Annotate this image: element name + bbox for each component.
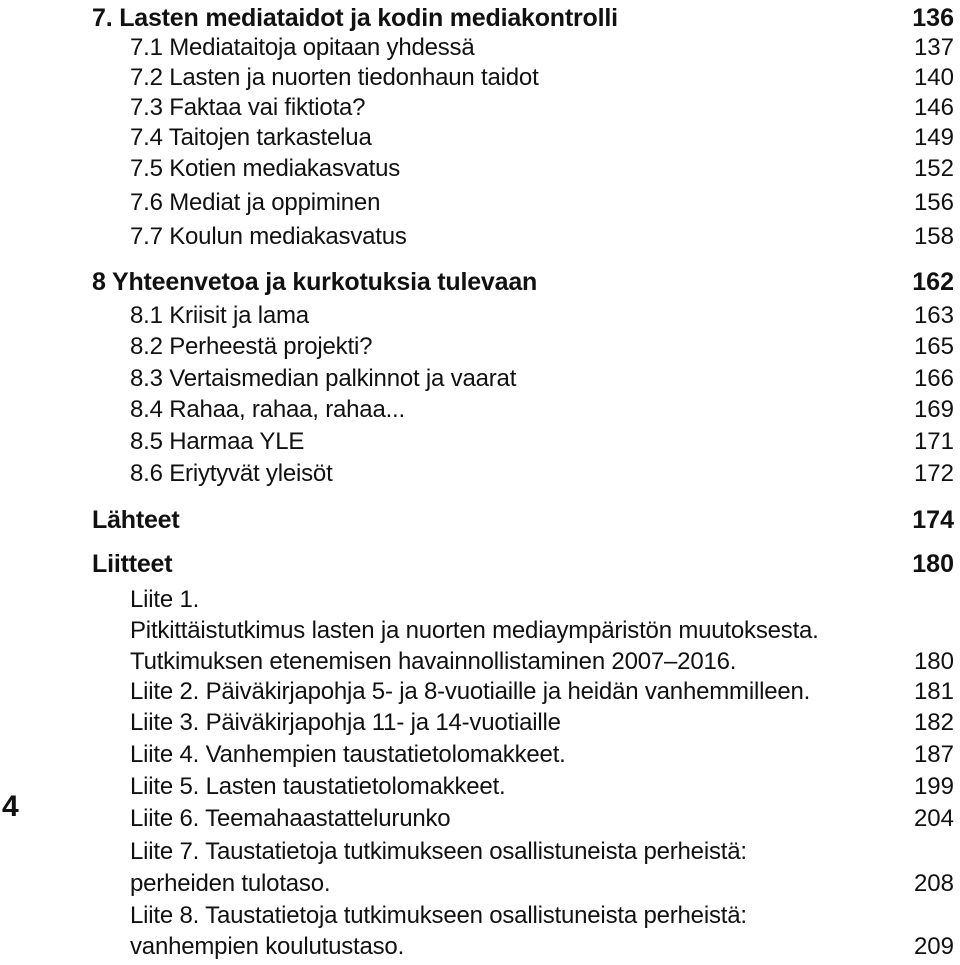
toc-appendix-line bbox=[130, 870, 954, 900]
toc-entry-title: 8.5 Harmaa YLE bbox=[130, 428, 305, 455]
toc-entry-page: 158 bbox=[913, 223, 954, 250]
toc-entry-page: 204 bbox=[913, 805, 954, 832]
toc-entry-page: 156 bbox=[913, 189, 954, 216]
toc-entry-page: 166 bbox=[913, 365, 954, 392]
toc-entry-page: 162 bbox=[912, 268, 954, 296]
toc-entry-page: 180 bbox=[913, 648, 954, 675]
toc-entry bbox=[130, 189, 954, 219]
toc-entry-title: Liite 2. Päiväkirjapohja 5- ja 8-vuotiaille ja heidän vanhemmilleen. bbox=[130, 678, 811, 705]
toc-entry-page: 174 bbox=[912, 506, 954, 534]
toc-appendix-line bbox=[130, 838, 954, 868]
toc-appendix-line bbox=[130, 741, 954, 771]
toc-entry-title: vanhempien koulutustaso. bbox=[130, 933, 405, 960]
toc-entry bbox=[130, 333, 954, 363]
toc-entry-title: Liite 1. bbox=[130, 586, 200, 613]
toc-entry bbox=[130, 124, 954, 154]
toc-entry-page: 208 bbox=[913, 870, 954, 897]
toc-entry-title: Liite 4. Vanhempien taustatietolomakkeet. bbox=[130, 741, 566, 768]
toc-entry-page: 199 bbox=[913, 773, 954, 800]
toc-section-lahteet bbox=[92, 506, 954, 536]
toc-appendix-line bbox=[130, 678, 954, 708]
toc-entry-title: Lähteet bbox=[92, 506, 180, 534]
toc-entry-title: perheiden tulotaso. bbox=[130, 870, 331, 897]
toc-entry-title: Pitkittäistutkimus lasten ja nuorten mediaympäristön muutoksesta. bbox=[130, 617, 819, 644]
toc-chapter-8 bbox=[92, 268, 954, 298]
toc-entry-page: 136 bbox=[912, 4, 954, 32]
toc-entry bbox=[130, 460, 954, 490]
toc-entry-page: 149 bbox=[913, 124, 954, 151]
toc-entry-page: 172 bbox=[913, 460, 954, 487]
toc-appendix-line bbox=[130, 902, 954, 932]
toc-entry-page: 165 bbox=[913, 333, 954, 360]
toc-entry-page: 182 bbox=[913, 709, 954, 736]
toc-entry-title: 8.4 Rahaa, rahaa, rahaa... bbox=[130, 396, 405, 423]
toc-appendix-line bbox=[130, 648, 954, 678]
toc-entry-title: 7.3 Faktaa vai fiktiota? bbox=[130, 94, 366, 121]
toc-appendix-line bbox=[130, 933, 954, 963]
toc-entry bbox=[130, 94, 954, 124]
toc-entry-title: 7.4 Taitojen tarkastelua bbox=[130, 124, 372, 151]
toc-entry-title: 8.3 Vertaismedian palkinnot ja vaarat bbox=[130, 365, 517, 392]
toc-entry-title: Liite 7. Taustatietoja tutkimukseen osallistuneista perheistä: bbox=[130, 838, 747, 865]
toc-entry-title: Liite 6. Teemahaastattelurunko bbox=[130, 805, 451, 832]
toc-appendix-line bbox=[130, 586, 954, 616]
toc-entry bbox=[130, 365, 954, 395]
toc-entry bbox=[130, 302, 954, 332]
toc-entry bbox=[130, 396, 954, 426]
toc-entry-title: Liite 3. Päiväkirjapohja 11- ja 14-vuotiaille bbox=[130, 709, 561, 736]
toc-entry bbox=[130, 155, 954, 185]
toc-entry-title: 7.1 Mediataitoja opitaan yhdessä bbox=[130, 34, 475, 61]
toc-appendix-line bbox=[130, 617, 954, 647]
toc-entry-title: 7. Lasten mediataidot ja kodin mediakontrolli bbox=[92, 4, 618, 32]
toc-entry-title: Liite 5. Lasten taustatietolomakkeet. bbox=[130, 773, 506, 800]
toc-entry-page: 181 bbox=[913, 678, 954, 705]
toc-appendix-line bbox=[130, 773, 954, 803]
toc-entry-page: 180 bbox=[912, 550, 954, 578]
toc-section-liitteet bbox=[92, 550, 954, 580]
toc-entry bbox=[130, 223, 954, 253]
toc-entry-page: 152 bbox=[913, 155, 954, 182]
toc-entry-page: 171 bbox=[913, 428, 954, 455]
toc-entry-title: Tutkimuksen etenemisen havainnollistaminen 2007–2016. bbox=[130, 648, 737, 675]
toc-entry-title: 8.1 Kriisit ja lama bbox=[130, 302, 309, 329]
toc-entry bbox=[130, 64, 954, 94]
toc-entry-title: 8.2 Perheestä projekti? bbox=[130, 333, 373, 360]
toc-entry-title: Liitteet bbox=[92, 550, 173, 578]
toc-chapter-7 bbox=[92, 4, 954, 34]
toc-entry-title: 8.6 Eriytyvät yleisöt bbox=[130, 460, 333, 487]
toc-entry-page: 137 bbox=[913, 34, 954, 61]
toc-entry-title: 7.7 Koulun mediakasvatus bbox=[130, 223, 407, 250]
toc-appendix-line bbox=[130, 805, 954, 835]
toc-entry-title: 7.6 Mediat ja oppiminen bbox=[130, 189, 381, 216]
toc-entry-page: 187 bbox=[913, 741, 954, 768]
toc-entry-page: 169 bbox=[913, 396, 954, 423]
toc-appendix-line bbox=[130, 709, 954, 739]
toc-entry-page: 140 bbox=[913, 64, 954, 91]
toc-entry-page: 146 bbox=[913, 94, 954, 121]
toc-entry-page: 209 bbox=[913, 933, 954, 960]
toc-entry-title: 8 Yhteenvetoa ja kurkotuksia tulevaan bbox=[92, 268, 538, 296]
toc-entry-title: 7.2 Lasten ja nuorten tiedonhaun taidot bbox=[130, 64, 539, 91]
toc-entry bbox=[130, 428, 954, 458]
toc-entry-page: 163 bbox=[913, 302, 954, 329]
toc-entry-title: Liite 8. Taustatietoja tutkimukseen osallistuneista perheistä: bbox=[130, 902, 747, 929]
page-number: 4 bbox=[2, 790, 19, 823]
toc-entry bbox=[130, 34, 954, 64]
toc-entry-title: 7.5 Kotien mediakasvatus bbox=[130, 155, 401, 182]
